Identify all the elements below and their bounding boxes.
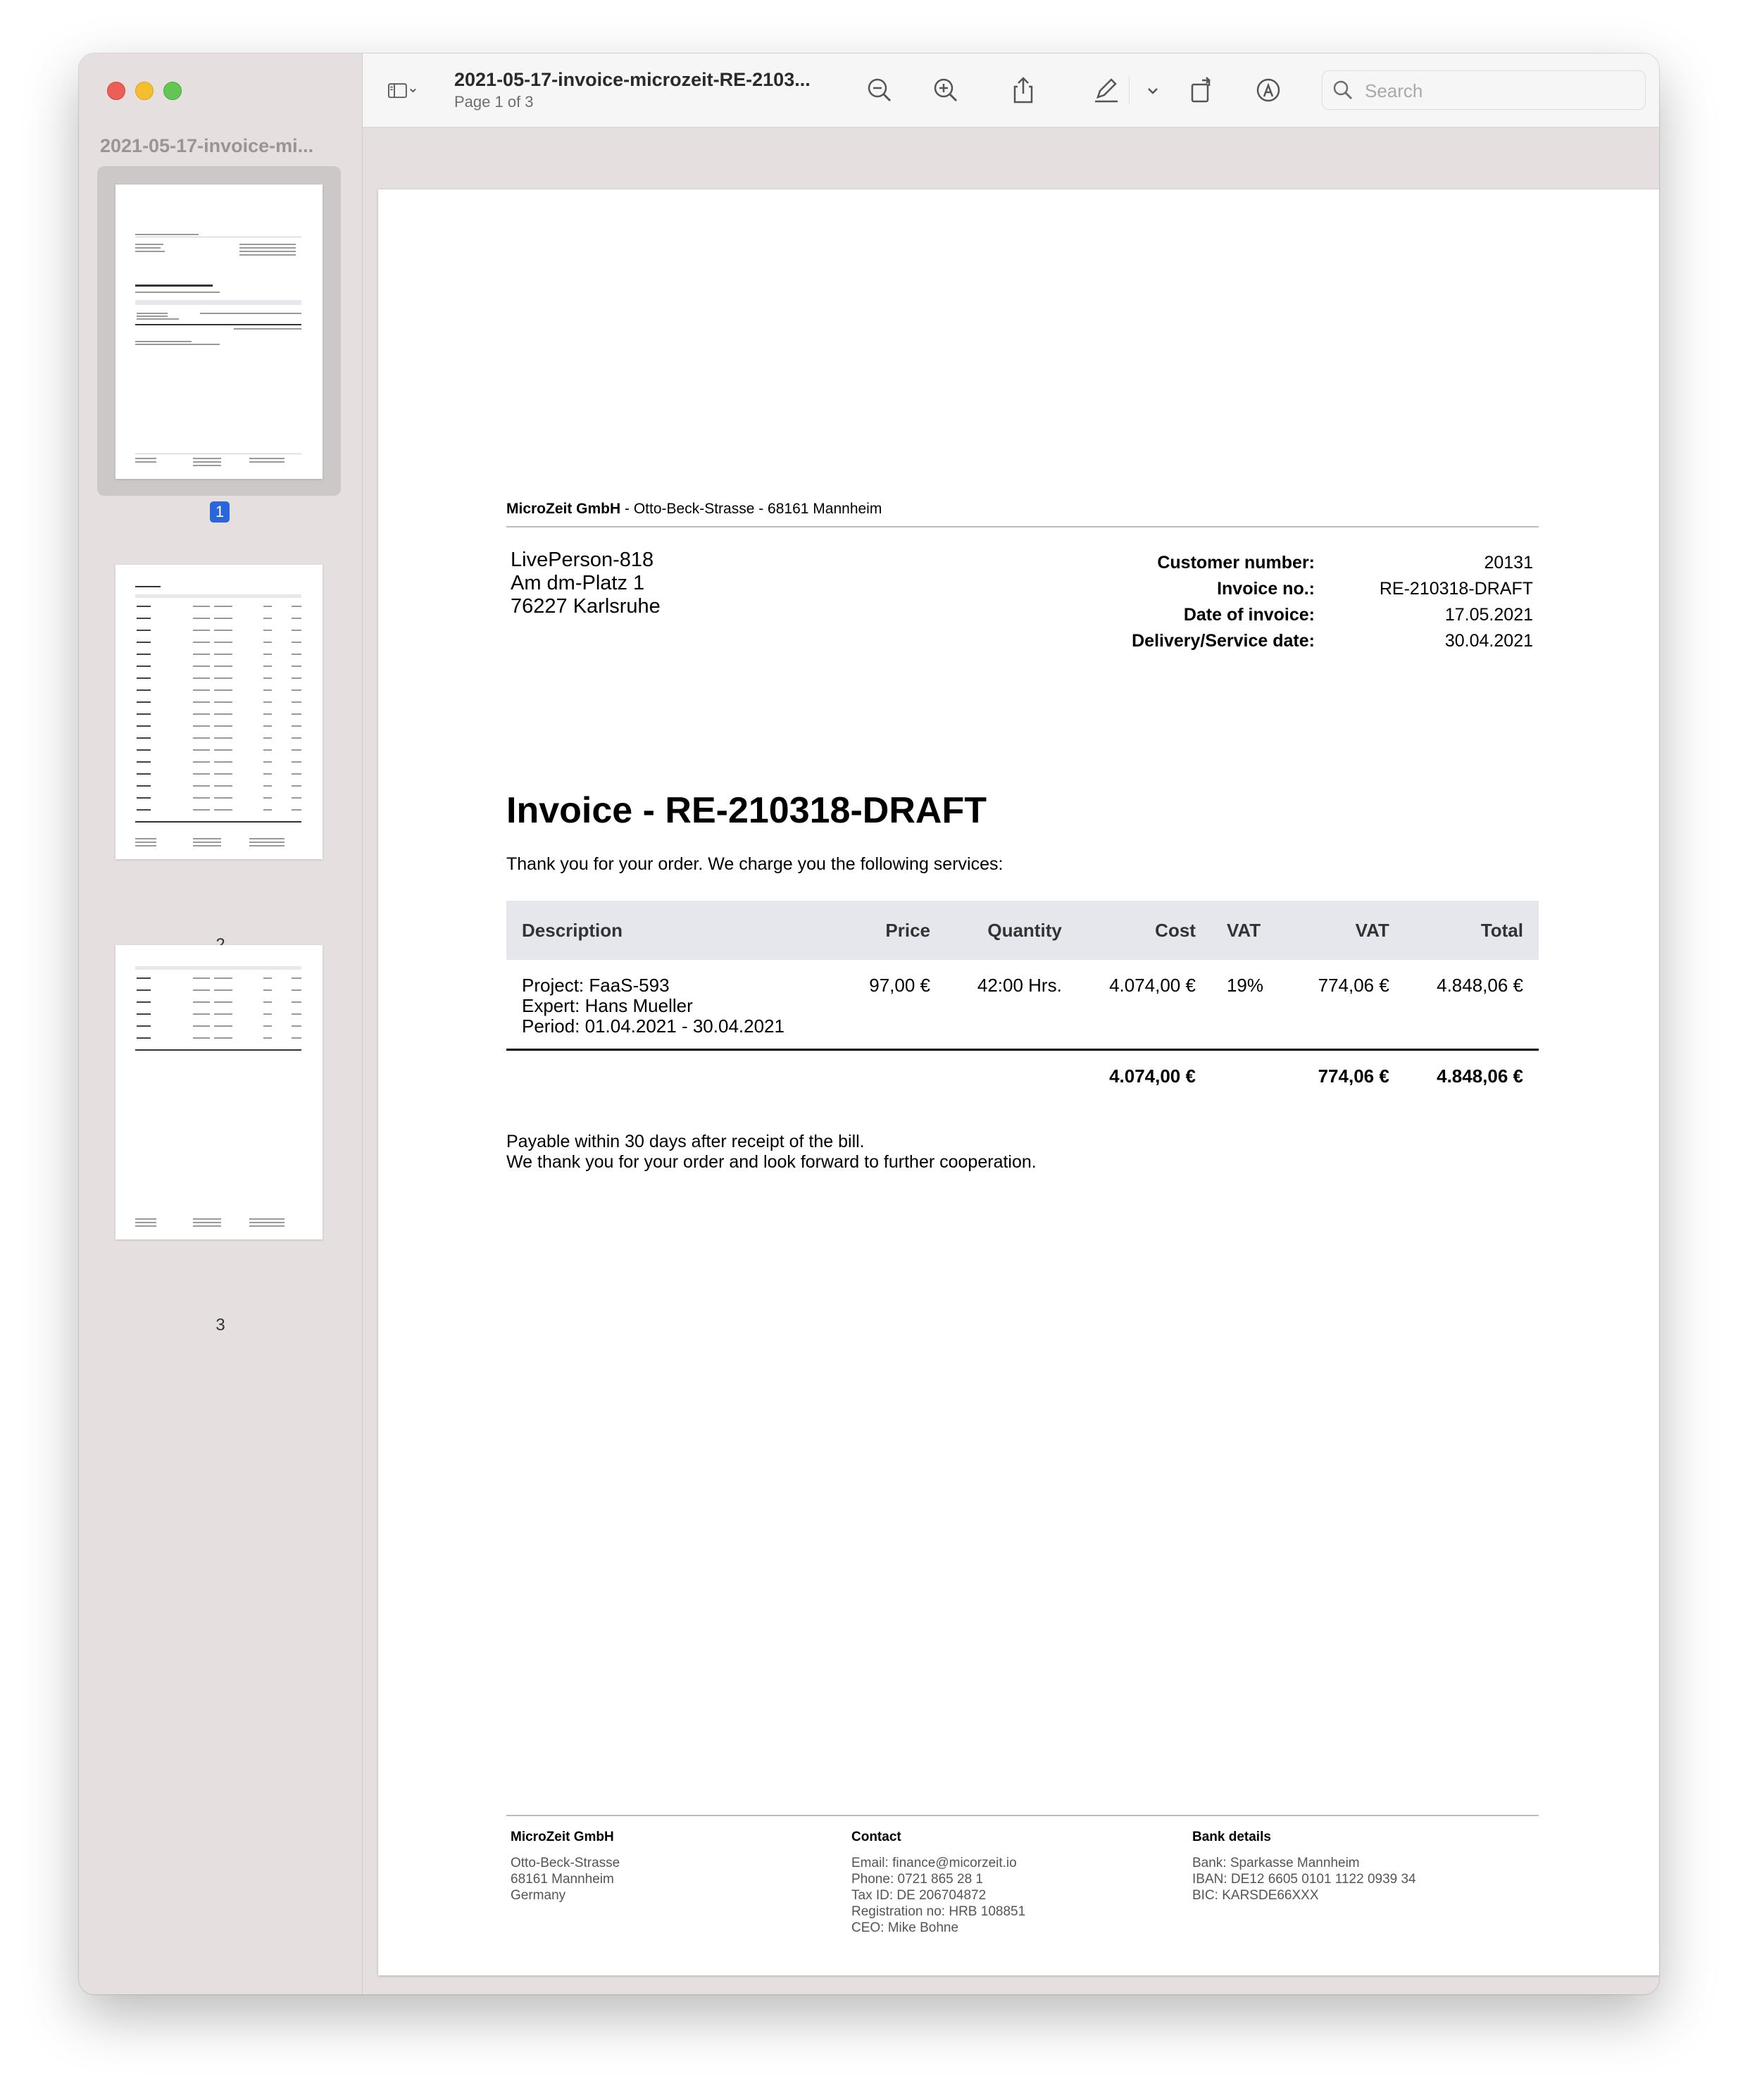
thumbnail-line [214, 654, 232, 655]
thumbnail-line [292, 1001, 301, 1003]
thumbnail-line [214, 737, 232, 739]
footer-line: BIC: KARSDE66XXX [1192, 1888, 1319, 1903]
thumbnail-line [292, 654, 301, 655]
thumbnail-line [292, 797, 301, 799]
sidebar [79, 54, 363, 1994]
thumbnail-line [214, 749, 232, 751]
totals-spacer [841, 1050, 946, 1097]
payment-terms: Payable within 30 days after receipt of the bill. [506, 1132, 865, 1151]
thumbnail-line [263, 749, 272, 751]
thumbnail-line [137, 761, 151, 763]
totals-spacer [1211, 1050, 1288, 1097]
thumbnail-line [193, 838, 221, 839]
thumbnail-line [137, 785, 151, 787]
thumbnail-line [263, 654, 272, 655]
chevron-down-icon[interactable] [1137, 75, 1157, 106]
thumbnail-line [263, 1037, 272, 1039]
rotate-icon[interactable] [1187, 75, 1218, 106]
meta-value: 20131 [1484, 553, 1533, 573]
thumbnail-line [263, 797, 272, 799]
thumbnail-line [137, 1025, 151, 1027]
closing-text [506, 1132, 1037, 1173]
thumbnail-line [135, 1225, 156, 1227]
thumbnail-line [214, 773, 232, 775]
recipient-city: 76227 Karlsruhe [511, 595, 661, 618]
description-project: Project: FaaS-593 [522, 975, 670, 996]
meta-label: Delivery/Service date: [1132, 631, 1315, 651]
recipient-name: LivePerson-818 [511, 549, 654, 571]
thumbnail-line [292, 749, 301, 751]
footer-bank [1192, 1829, 1416, 1904]
thumbnail-line [214, 977, 232, 979]
thumbnail-line [137, 797, 151, 799]
thumbnail-line [263, 1025, 272, 1027]
thumbnail-line [214, 1025, 232, 1027]
thumbnail-line [263, 773, 272, 775]
thumbnail-line [263, 642, 272, 643]
thumbnail-line [249, 1222, 285, 1223]
thumbnail-line [193, 785, 210, 787]
thumbnail-line [135, 1218, 156, 1220]
thumbnail-line [135, 821, 301, 823]
cell-quantity: 42:00 Hrs. [946, 960, 1077, 1050]
thumbnail-line [292, 665, 301, 667]
thumbnail-line [214, 725, 232, 727]
thumbnail-line [193, 689, 210, 691]
share-icon[interactable] [1008, 75, 1039, 106]
footer-divider [506, 1815, 1539, 1816]
thumbnail-line [263, 977, 272, 979]
meta-row-invoice-no [1111, 579, 1533, 605]
thumbnail-line [263, 618, 272, 619]
thumbnail-line [137, 618, 151, 619]
thumbnail-line [214, 606, 232, 607]
recipient-street: Am dm-Platz 1 [511, 572, 645, 594]
page-indicator: Page 1 of 3 [454, 93, 534, 111]
thumbnail-line [193, 1001, 210, 1003]
thumbnail-line [263, 785, 272, 787]
thumbnail-line [249, 845, 285, 846]
thumbnail-line [214, 785, 232, 787]
column-header-quantity: Quantity [946, 901, 1077, 960]
thumbnail-line [193, 773, 210, 775]
thumbnail-line [263, 606, 272, 607]
thumbnail-line [137, 725, 151, 727]
thumbnail-line [214, 701, 232, 703]
search-input[interactable] [1363, 77, 1634, 105]
thumbnail-line [137, 701, 151, 703]
thumbnail-line [263, 809, 272, 811]
thumbnail-line [193, 1025, 210, 1027]
search-field[interactable] [1322, 70, 1646, 110]
footer-line: Tax ID: DE 206704872 [851, 1888, 987, 1903]
thumbnail-line [263, 701, 272, 703]
footer-contact-heading: Contact [851, 1830, 901, 1844]
thumbnail-line [292, 977, 301, 979]
thumbnail-line [263, 1013, 272, 1015]
column-header-description: Description [506, 901, 841, 960]
footer-line: Email: finance@micorzeit.io [851, 1856, 1017, 1870]
thumbnail-line [135, 842, 156, 843]
thumbnail-line [193, 1222, 221, 1223]
search-icon [1332, 80, 1353, 101]
column-header-vat: VAT [1288, 901, 1404, 960]
thumbnail-line [193, 1225, 221, 1227]
thumbnail-line [292, 737, 301, 739]
thumbnail-line [263, 1001, 272, 1003]
thumbnail-line [214, 642, 232, 643]
thumbnail-line [137, 677, 151, 679]
thumbnail-line [193, 749, 210, 751]
thumbnail-line [249, 1218, 285, 1220]
thumbnail-line [193, 842, 221, 843]
meta-value: RE-210318-DRAFT [1379, 579, 1533, 599]
thumbnail-line [214, 713, 232, 715]
thumbnail-line [292, 606, 301, 607]
thumbnail-line [193, 845, 221, 846]
thumbnail-line [263, 689, 272, 691]
meta-label: Customer number: [1157, 553, 1315, 573]
header-divider [506, 526, 1539, 527]
toolbar [363, 54, 1659, 127]
footer-company [511, 1829, 620, 1904]
thumbnail-line [292, 809, 301, 811]
minimize-window-button[interactable] [135, 82, 154, 100]
thumbnail-line [193, 618, 210, 619]
cell-cost: 4.074,00 € [1077, 960, 1211, 1050]
thumbnail-line [263, 713, 272, 715]
invoice-items-table [506, 901, 1539, 1096]
thumbnail-line [214, 761, 232, 763]
meta-value: 17.05.2021 [1444, 605, 1533, 625]
thumbnail-line [193, 665, 210, 667]
thumbnail-line [214, 630, 232, 631]
thumbnail-line [135, 1222, 156, 1223]
maximize-window-button[interactable] [163, 82, 182, 100]
footer-line: CEO: Mike Bohne [851, 1920, 959, 1935]
thumbnail-line [292, 785, 301, 787]
thank-you-note: We thank you for your order and look forward to further cooperation. [506, 1152, 1037, 1172]
thumbnail-line [292, 989, 301, 991]
meta-value: 30.04.2021 [1444, 631, 1533, 651]
page-thumbnail-1[interactable] [115, 185, 323, 479]
thumbnail-line [137, 977, 151, 979]
meta-row-customer-number [1111, 553, 1533, 579]
annotate-icon[interactable] [1253, 75, 1284, 106]
sidebar-toggle-icon[interactable] [387, 75, 429, 106]
thumbnail-line [137, 989, 151, 991]
totals-row [506, 1050, 1539, 1097]
cell-vat: 774,06 € [1288, 960, 1404, 1050]
close-window-button[interactable] [107, 82, 125, 100]
thumbnail-line [137, 665, 151, 667]
meta-row-date-of-invoice [1111, 605, 1533, 631]
invoice-meta [1111, 553, 1533, 657]
thumbnail-line [292, 630, 301, 631]
footer-line: Bank: Sparkasse Mannheim [1192, 1856, 1360, 1870]
description-expert: Expert: Hans Mueller [522, 995, 693, 1016]
thumbnail-line [193, 1037, 210, 1039]
totals-spacer [946, 1050, 1077, 1097]
column-header-vat-rate: VAT [1211, 901, 1288, 960]
sender-line [506, 501, 882, 518]
total-cost: 4.074,00 € [1109, 1065, 1196, 1087]
thumbnail-line [292, 618, 301, 619]
thumbnail-line [292, 1037, 301, 1039]
thumbnail-line [193, 713, 210, 715]
thumbnail-line [137, 689, 151, 691]
thumbnail-line [292, 713, 301, 715]
thumbnail-line [193, 737, 210, 739]
thumbnail-line [135, 845, 156, 846]
cell-description [506, 960, 841, 1050]
column-header-cost: Cost [1077, 901, 1211, 960]
thumbnail-line [193, 630, 210, 631]
thumbnail-line [137, 642, 151, 643]
footer-line: Phone: 0721 865 28 1 [851, 1872, 984, 1887]
column-header-price: Price [841, 901, 946, 960]
thumbnail-line [292, 761, 301, 763]
thumbnail-line [193, 809, 210, 811]
thumbnail-line [193, 606, 210, 607]
thumbnail-line [292, 701, 301, 703]
thumbnail-line [214, 665, 232, 667]
thumbnail-line [214, 1001, 232, 1003]
thumbnail-line [292, 642, 301, 643]
thumbnail-line [137, 630, 151, 631]
thumbnail-line [292, 1025, 301, 1027]
page-thumbnail-3[interactable] [115, 945, 323, 1239]
thumbnail-line [193, 725, 210, 727]
description-period: Period: 01.04.2021 - 30.04.2021 [522, 1015, 784, 1037]
thumbnail-line [193, 642, 210, 643]
thumbnail-line [137, 773, 151, 775]
thumbnail-line [214, 1013, 232, 1015]
thumbnail-line [137, 713, 151, 715]
page-thumbnail-2[interactable] [115, 565, 323, 859]
thumbnail-line [193, 797, 210, 799]
thumbnail-line [137, 1037, 151, 1039]
thumbnail-line [292, 677, 301, 679]
thumbnail-line [263, 725, 272, 727]
thumbnail-line [137, 737, 151, 739]
thumbnail-line [214, 989, 232, 991]
thumbnail-line [214, 677, 232, 679]
footer-line: Germany [511, 1888, 566, 1903]
meta-row-delivery-date [1111, 631, 1533, 657]
footer-line: 68161 Mannheim [511, 1872, 614, 1887]
thumbnail-line [193, 677, 210, 679]
table-row [506, 960, 1539, 1050]
cell-price: 97,00 € [841, 960, 946, 1050]
zoom-in-icon[interactable] [930, 75, 961, 106]
total-vat: 774,06 € [1318, 1065, 1389, 1087]
thumbnail-line [137, 1001, 151, 1003]
thumbnail-line [193, 654, 210, 655]
table-header-row [506, 901, 1539, 960]
toolbar-divider [1129, 76, 1130, 104]
thumbnail-line [214, 797, 232, 799]
thumbnail-line [292, 725, 301, 727]
page-number-badge-1: 1 [210, 501, 230, 523]
footer-company-heading: MicroZeit GmbH [511, 1830, 614, 1844]
thumbnail-line [263, 737, 272, 739]
thumbnail-line [249, 1225, 285, 1227]
thumbnail-line [214, 689, 232, 691]
thumbnail-line [214, 1037, 232, 1039]
document-view[interactable] [363, 127, 1659, 1994]
sidebar-document-title: 2021-05-17-invoice-mi... [100, 135, 314, 156]
thumbnail-line [214, 618, 232, 619]
thumbnail-line [263, 989, 272, 991]
thumbnail-line [193, 989, 210, 991]
thumbnail-line [135, 1049, 301, 1051]
sender-address: - Otto-Beck-Strasse - 68161 Mannheim [620, 501, 882, 517]
thumbnail-line [137, 749, 151, 751]
recipient-address [511, 549, 661, 618]
thumbnail-line [193, 977, 210, 979]
markup-pen-icon[interactable] [1091, 75, 1122, 106]
thumbnail-line [137, 1013, 151, 1015]
invoice-title: Invoice - RE-210318-DRAFT [506, 790, 987, 831]
thumbnail-line [193, 701, 210, 703]
preview-window [79, 54, 1659, 1994]
thumbnail-line [214, 809, 232, 811]
column-header-total: Total [1405, 901, 1539, 960]
footer-line: Registration no: HRB 108851 [851, 1904, 1026, 1919]
thumbnail-line [193, 1218, 221, 1220]
invoice-page-1 [378, 189, 1659, 1975]
thumbnail-line [292, 1013, 301, 1015]
footer-bank-heading: Bank details [1192, 1830, 1271, 1844]
invoice-intro: Thank you for your order. We charge you the following services: [506, 854, 1004, 874]
thumbnail-line [193, 1013, 210, 1015]
sender-company: MicroZeit GmbH [506, 501, 621, 517]
thumbnail-line [292, 689, 301, 691]
thumbnail-line [263, 677, 272, 679]
thumbnail-line [137, 654, 151, 655]
page-label-3: 3 [215, 1315, 225, 1335]
thumbnail-line [193, 761, 210, 763]
meta-label: Date of invoice: [1183, 605, 1315, 625]
thumbnail-line [292, 773, 301, 775]
footer-line: IBAN: DE12 6605 0101 1122 0939 34 [1192, 1872, 1416, 1887]
thumbnail-line [137, 809, 151, 811]
cell-vat-rate: 19% [1211, 960, 1288, 1050]
thumbnail-line [249, 842, 285, 843]
meta-label: Invoice no.: [1217, 579, 1315, 599]
thumbnail-line [249, 838, 285, 839]
footer-line: Otto-Beck-Strasse [511, 1856, 620, 1870]
zoom-out-icon[interactable] [864, 75, 895, 106]
thumbnail-line [263, 665, 272, 667]
thumbnail-line [135, 838, 156, 839]
document-title: 2021-05-17-invoice-microzeit-RE-2103... [454, 69, 811, 90]
thumbnail-line [263, 761, 272, 763]
cell-total: 4.848,06 € [1405, 960, 1539, 1050]
thumbnail-line [263, 630, 272, 631]
thumbnail-line [137, 606, 151, 607]
grand-total: 4.848,06 € [1437, 1065, 1523, 1087]
totals-spacer [506, 1050, 841, 1097]
footer-contact [851, 1829, 1025, 1936]
